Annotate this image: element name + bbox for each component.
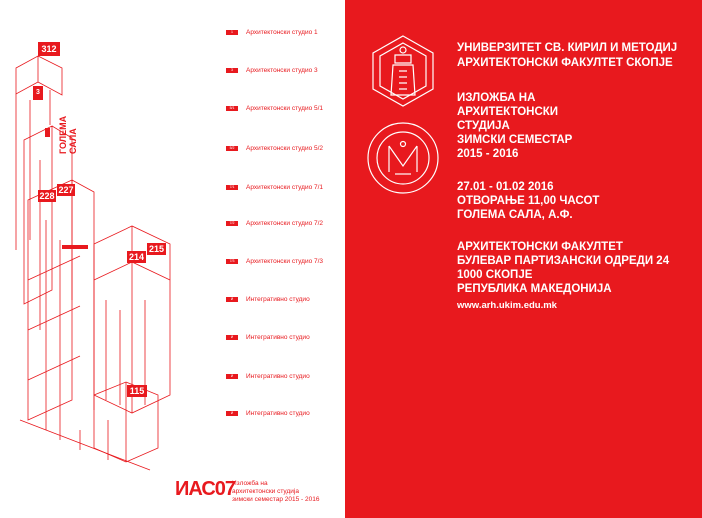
golema-sala-label xyxy=(58,116,78,154)
studio-marker: 5/1 xyxy=(226,106,238,111)
studio-marker: 1 xyxy=(226,30,238,35)
room-214: 214 xyxy=(128,252,145,262)
room-115: 115 xyxy=(127,385,147,397)
studio-marker: И xyxy=(226,335,238,340)
golema-sala-line1: ГОЛЕМА xyxy=(58,115,68,154)
studio-item: Архитектонски студио 7/1 xyxy=(246,184,324,191)
studio-marker: 3 xyxy=(226,68,238,73)
address-line3: 1000 СКОПЈЕ xyxy=(457,269,533,281)
room-228: 228 xyxy=(39,191,55,201)
exhibition-caption xyxy=(232,480,319,504)
university-seal-icon xyxy=(365,33,441,109)
university-name-line2: АРХИТЕКТОНСКИ ФАКУЛТЕТ СКОПЈЕ xyxy=(457,57,673,69)
caption-line1: Изложба на xyxy=(232,480,268,487)
university-name-line1: УНИВЕРЗИТЕТ СВ. КИРИЛ И МЕТОДИЈ xyxy=(457,42,678,54)
studio-marker: И xyxy=(226,297,238,302)
studio-marker: 7/1 xyxy=(226,185,238,190)
studio-marker: И xyxy=(226,374,238,379)
event-dates: 27.01 - 01.02 2016 xyxy=(457,181,554,193)
golema-sala-line2: САЛА xyxy=(68,128,78,154)
exhibition-title-line5: 2015 - 2016 xyxy=(457,148,519,160)
studio-item: Архитектонски студио 5/2 xyxy=(246,145,324,152)
event-opening-time: ОТВОРАЊЕ 11,00 ЧАСОТ xyxy=(457,195,600,207)
studio-item: Интегративно студио xyxy=(246,296,310,303)
studio-item: Интегративно студио xyxy=(246,373,310,380)
studio-marker: 7/3 xyxy=(226,259,238,264)
exhibition-title-line2: АРХИТЕКТОНСКИ xyxy=(457,106,559,118)
studio-item: Архитектонски студио 7/2 xyxy=(246,220,324,227)
faculty-seal-icon xyxy=(365,120,441,196)
right-panel xyxy=(345,0,702,518)
room-3: 3 xyxy=(33,86,43,100)
caption-line2: архитектонски студија xyxy=(232,488,299,495)
address-line1: АРХИТЕКТОНСКИ ФАКУЛТЕТ xyxy=(457,241,623,253)
room-227: 227 xyxy=(58,185,74,195)
exhibition-title-line1: ИЗЛОЖБА НА xyxy=(457,92,536,104)
studio-marker: 7/2 xyxy=(226,221,238,226)
exhibition-title-line4: ЗИМСКИ СЕМЕСТАР xyxy=(457,134,573,146)
studio-item: Архитектонски студио 1 xyxy=(246,29,318,36)
studio-item: Интегративно студио xyxy=(246,334,310,341)
studio-item: Архитектонски студио 5/1 xyxy=(246,105,324,112)
exhibition-title-line3: СТУДИЈА xyxy=(457,120,510,132)
event-venue: ГОЛЕМА САЛА, А.Ф. xyxy=(457,209,573,221)
studio-item: Архитектонски студио 7/3 xyxy=(246,258,324,265)
iac07-logo: ИАС07 xyxy=(175,478,236,500)
room-215: 215 xyxy=(148,244,165,254)
studio-marker: И xyxy=(226,411,238,416)
address-line2: БУЛЕВАР ПАРТИЗАНСКИ ОДРЕДИ 24 xyxy=(457,255,670,267)
studio-item: Интегративно студио xyxy=(246,410,310,417)
studio-marker: 5/2 xyxy=(226,146,238,151)
address-line4: РЕПУБЛИКА МАКЕДОНИЈА xyxy=(457,283,612,295)
left-panel xyxy=(0,0,345,518)
studio-item: Архитектонски студио 3 xyxy=(246,67,318,74)
website-url: www.arh.ukim.edu.mk xyxy=(457,300,557,311)
caption-line3: зимски семестар 2015 - 2016 xyxy=(232,496,320,503)
room-312: 312 xyxy=(38,42,60,56)
